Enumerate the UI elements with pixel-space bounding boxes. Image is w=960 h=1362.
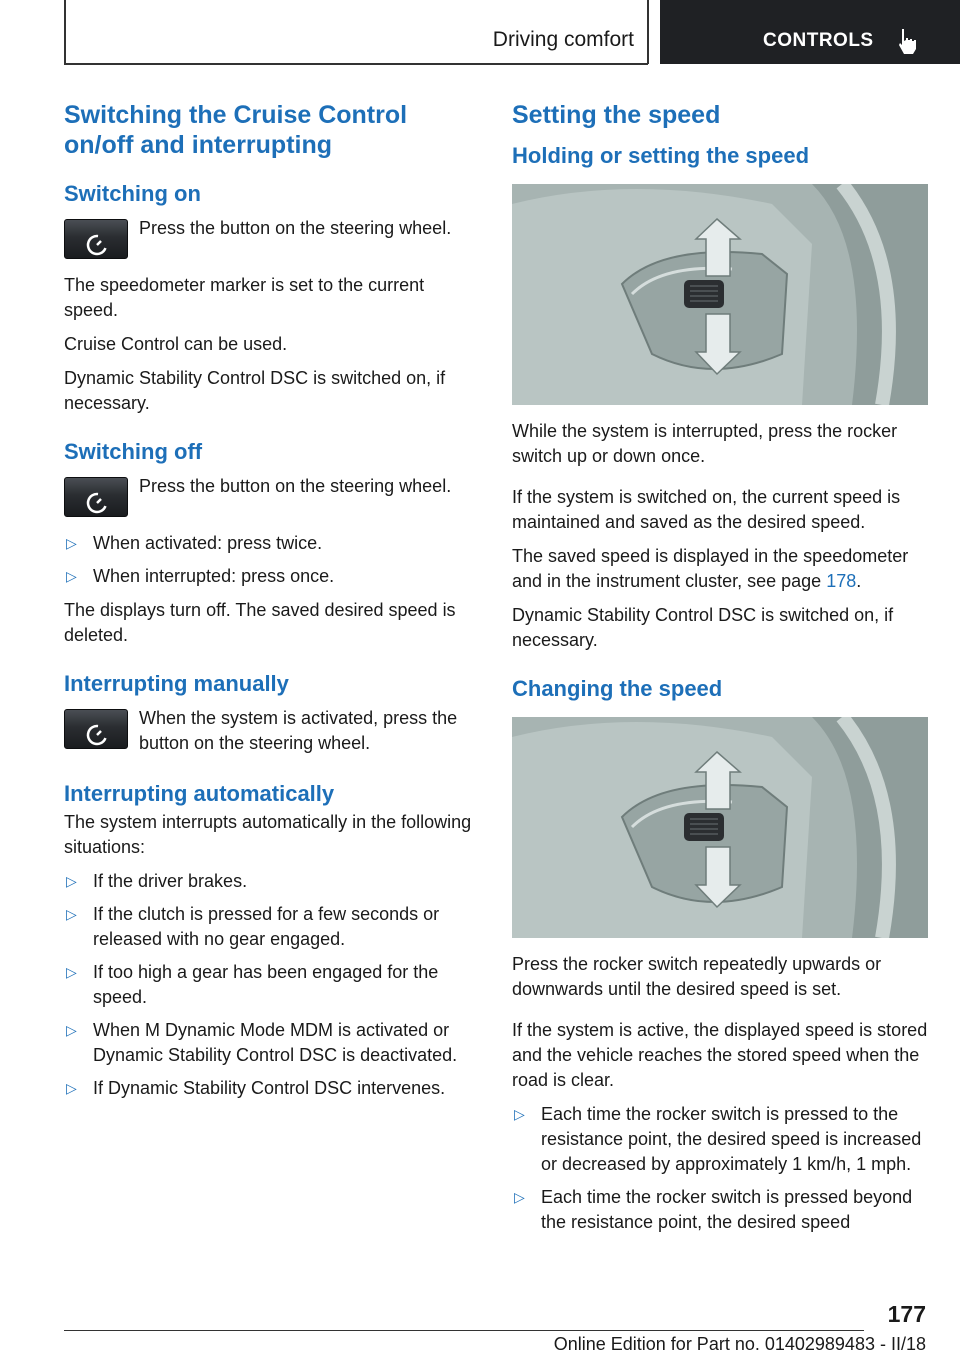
page-link-178[interactable]: 178: [826, 571, 857, 591]
paragraph: If the system is switched on, the current speed is maintained and saved as the desired speed.: [512, 487, 901, 532]
cruise-control-button-icon: [64, 477, 128, 517]
switching-off-instruction: [64, 474, 482, 517]
changing-speed-list: [512, 1102, 930, 1235]
page-number: 177: [887, 1301, 926, 1327]
header-divider: [647, 0, 649, 64]
switching-on-text: Press the button on the steering wheel.: [139, 218, 452, 238]
header-bottom-border: [64, 63, 648, 65]
triangle-bullet-icon: ▷: [66, 873, 77, 889]
list-item: ▷ If too high a gear has been engaged for the speed.: [66, 962, 439, 1007]
paragraph: The saved speed is displayed in the speedometer and in the instrument cluster, see page 178.: [512, 546, 909, 591]
heading-changing-speed: Changing the speed: [512, 676, 723, 701]
right-column: [512, 100, 930, 1244]
paragraph: Cruise Control can be used.: [64, 334, 288, 354]
paragraph: Dynamic Stability Control DSC is switched on, if necessary.: [512, 605, 894, 650]
paragraph: The speedometer marker is set to the current speed.: [64, 275, 425, 320]
heading-interrupting-manually: Interrupting manually: [64, 671, 289, 696]
paragraph: The system interrupts automatically in the following situations:: [64, 812, 472, 857]
section-title: Driving comfort: [492, 28, 634, 51]
list-item: ▷ If the driver brakes.: [64, 869, 482, 894]
chapter-label: CONTROLS: [763, 30, 874, 51]
heading-switching-off: Switching off: [64, 439, 203, 464]
paragraph: The displays turn off. The saved desired speed is deleted.: [64, 600, 456, 645]
list-item: ▷ If the clutch is pressed for a few seconds or released with no gear engaged.: [66, 904, 440, 949]
interrupting-manually-instruction: [64, 706, 482, 756]
interrupting-automatically-list: [64, 869, 482, 1101]
triangle-bullet-icon: ▷: [66, 1022, 77, 1038]
switching-off-list: [64, 531, 482, 589]
triangle-bullet-icon: ▷: [66, 906, 77, 922]
cruise-control-button-icon: [64, 219, 128, 259]
footer-edition: Online Edition for Part no. 01402989483 - II/18: [553, 1334, 926, 1354]
footer-divider: [64, 1330, 864, 1331]
hand-pointer-icon: [896, 27, 920, 55]
paragraph: If the system is active, the displayed speed is stored and the vehicle reaches the stored speed when the road is clear.: [512, 1020, 928, 1090]
heading-holding-setting-speed: Holding or setting the speed: [512, 143, 810, 168]
list-item: ▷ When M Dynamic Mode MDM is activated or Dynamic Stability Control DSC is deactivated.: [66, 1020, 458, 1065]
left-column: [64, 100, 482, 1110]
header-left-border: [64, 0, 66, 64]
triangle-bullet-icon: ▷: [66, 1080, 77, 1096]
cruise-control-button-icon: [64, 709, 128, 749]
list-item: ▷ Each time the rocker switch is pressed beyond the resistance point, the desired speed: [514, 1187, 913, 1232]
triangle-bullet-icon: ▷: [514, 1189, 525, 1205]
triangle-bullet-icon: ▷: [66, 964, 77, 980]
heading-interrupting-automatically: Interrupting automatically: [64, 781, 335, 806]
list-item: ▷ When activated: press twice.: [64, 531, 482, 556]
triangle-bullet-icon: ▷: [66, 568, 77, 584]
switching-off-text: Press the button on the steering wheel.: [139, 476, 452, 496]
paragraph: Press the rocker switch repeatedly upwards or downwards until the desired speed is set.: [512, 954, 882, 999]
main-heading-cruise-control: Switching the Cruise Control on/off and interrupting: [64, 101, 408, 159]
heading-switching-on: Switching on: [64, 181, 201, 206]
triangle-bullet-icon: ▷: [514, 1106, 525, 1122]
paragraph: Dynamic Stability Control DSC is switched on, if necessary.: [64, 368, 446, 413]
triangle-bullet-icon: ▷: [66, 535, 77, 551]
main-heading-setting-speed: Setting the speed: [512, 101, 721, 129]
list-item: ▷ Each time the rocker switch is pressed to the resistance point, the desired speed is increased or decreased by approximately 1 km/h, 1 mph.: [514, 1104, 922, 1174]
list-item: ▷ If Dynamic Stability Control DSC intervenes.: [64, 1076, 482, 1101]
steering-wheel-rocker-switch-image: [512, 717, 928, 938]
list-item: ▷ When interrupted: press once.: [64, 564, 482, 589]
interrupting-manually-text: When the system is activated, press the button on the steering wheel.: [139, 708, 458, 753]
switching-on-instruction: [64, 216, 482, 259]
steering-wheel-rocker-switch-image: [512, 184, 928, 405]
paragraph: While the system is interrupted, press the rocker switch up or down once.: [512, 421, 898, 466]
